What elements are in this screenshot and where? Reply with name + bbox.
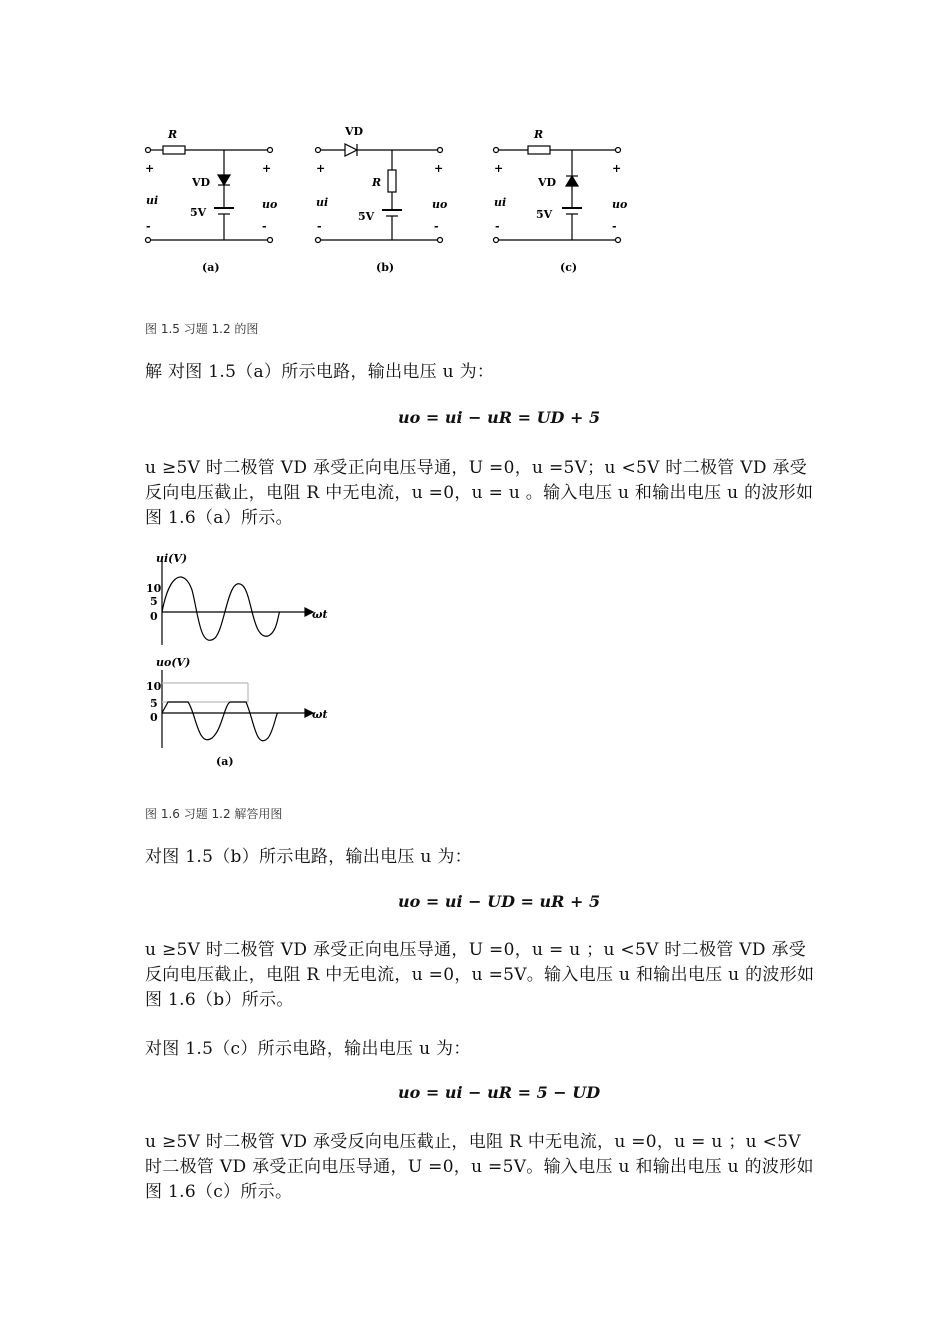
equation-a: uo = ui − uR = UD + 5 xyxy=(398,408,601,427)
output-clipped-top xyxy=(162,702,278,741)
plus-in-c: + xyxy=(494,162,504,175)
minus-in-c: - xyxy=(495,220,500,233)
ui-label-a: ui xyxy=(146,194,159,207)
paragraph-intro-b: 对图 1.5（b）所示电路，输出电压 u 为： xyxy=(145,847,472,867)
ylabel-uo: uo(V) xyxy=(156,656,191,669)
ui-label-c: ui xyxy=(494,196,507,209)
ui-label-b: ui xyxy=(316,196,329,209)
paragraph-intro-a: 解 对图 1.5（a）所示电路，输出电压 u 为： xyxy=(145,362,495,382)
label-r-b: R xyxy=(372,176,382,189)
paragraph-intro-c: 对图 1.5（c）所示电路，输出电压 u 为： xyxy=(145,1039,471,1059)
uo-label-a: uo xyxy=(262,198,278,211)
equation-b: uo = ui − UD = uR + 5 xyxy=(398,892,601,911)
waveform-figure-1-6 xyxy=(140,550,340,770)
equation-c: uo = ui − uR = 5 − UD xyxy=(398,1083,601,1102)
figure-1-6-caption: 图 1.6 习题 1.2 解答用图 xyxy=(145,807,283,821)
sub-label-b: (b) xyxy=(376,261,395,274)
sub-label-fig16: (a) xyxy=(216,755,234,768)
label-5v-c: 5V xyxy=(536,208,553,221)
label-vd-c: VD xyxy=(538,176,557,189)
input-sine-top xyxy=(162,577,280,640)
plus-in-b: + xyxy=(316,162,326,175)
plus-in-a: + xyxy=(145,162,155,175)
ylabel-ui: ui(V) xyxy=(156,552,188,565)
tick-5-top: 5 xyxy=(150,595,158,608)
minus-out-a: - xyxy=(262,220,267,233)
minus-out-b: - xyxy=(434,220,439,233)
paragraph-explain-c: u ≥5V 时二极管 VD 承受反向电压截止，电阻 R 中无电流，u =0，u = u ；u <5V 时二极管 VD 承受正向电压导通，U =0，u =5V。输入电压 u 和输出电压 u 的波形如图 1.6（c）所示。 xyxy=(145,1132,814,1202)
tick-10-top: 10 xyxy=(146,582,162,595)
tick-5-bottom: 5 xyxy=(150,697,158,710)
label-5v-b: 5V xyxy=(358,210,375,223)
minus-out-c: - xyxy=(612,220,617,233)
minus-in-b: - xyxy=(317,220,322,233)
sub-label-c: (c) xyxy=(560,261,578,274)
paragraph-explain-b: u ≥5V 时二极管 VD 承受正向电压导通，U =0，u = u ；u <5V 时二极管 VD 承受反向电压截止，电阻 R 中无电流，u =0，u =5V。输入电压 u 和输出电压 u 的波形如图 1.6（b）所示。 xyxy=(145,940,815,1010)
xlabel-bottom: ωt xyxy=(312,708,328,721)
plus-out-a: + xyxy=(262,162,272,175)
label-vd-a: VD xyxy=(192,176,211,189)
uo-label-c: uo xyxy=(612,198,628,211)
label-r-a: R xyxy=(168,128,178,141)
plus-out-c: + xyxy=(612,162,622,175)
circuit-figure-1-5 xyxy=(140,120,640,285)
tick-0-bottom: 0 xyxy=(150,711,158,724)
minus-in-a: - xyxy=(146,220,151,233)
sub-label-a: (a) xyxy=(202,261,220,274)
label-5v-a: 5V xyxy=(190,206,207,219)
uo-label-b: uo xyxy=(432,198,448,211)
paragraph-explain-a: u ≥5V 时二极管 VD 承受正向电压导通，U =0，u =5V；u <5V 时二极管 VD 承受反向电压截止，电阻 R 中无电流，u =0，u = u 。输入电压 u 和输出电压 u 的波形如图 1.6（a）所示。 xyxy=(145,458,814,528)
label-vd-b: VD xyxy=(345,125,364,138)
tick-10-bottom: 10 xyxy=(146,680,162,693)
plus-out-b: + xyxy=(434,162,444,175)
label-r-c: R xyxy=(534,128,544,141)
xlabel-top: ωt xyxy=(312,608,328,621)
figure-1-5-caption: 图 1.5 习题 1.2 的图 xyxy=(145,322,259,336)
tick-0-top: 0 xyxy=(150,610,158,623)
